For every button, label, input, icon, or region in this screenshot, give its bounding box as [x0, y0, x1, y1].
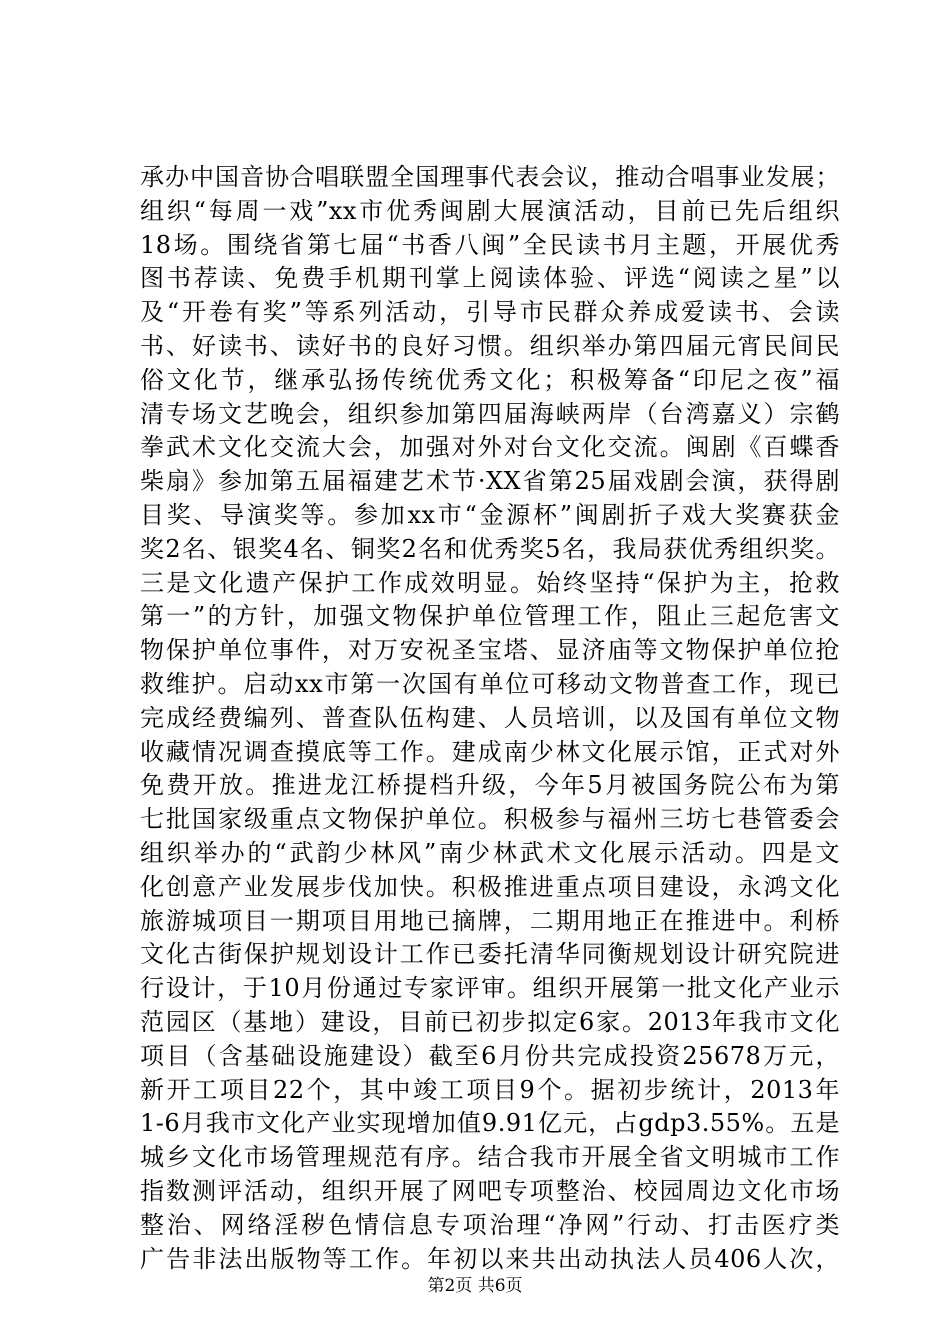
text-line: 组织“每周一戏”xx市优秀闽剧大展演活动，目前已先后组织 [140, 196, 840, 225]
text-line: 行设计，于10月份通过专家评审。组织开展第一批文化产业示 [140, 974, 840, 1003]
text-line: 书、好读书、读好书的良好习惯。组织举办第四届元宵民间民 [140, 331, 840, 360]
text-line: 及“开卷有奖”等系列活动，引导市民群众养成爱读书、会读 [140, 298, 840, 327]
text-line: 指数测评活动，组织开展了网吧专项整治、校园周边文化市场 [140, 1176, 840, 1205]
text-line: 俗文化节，继承弘扬传统优秀文化；积极筹备“印尼之夜”福 [140, 365, 840, 394]
text-line: 1-6月我市文化产业实现增加值9.91亿元，占gdp3.55%。五是 [140, 1109, 840, 1138]
text-line: 旅游城项目一期项目用地已摘牌，二期用地正在推进中。利桥 [140, 906, 840, 935]
text-line: 图书荐读、免费手机期刊掌上阅读体验、评选“阅读之星”以 [140, 264, 840, 293]
text-line: 三是文化遗产保护工作成效明显。始终坚持“保护为主，抢救 [140, 568, 840, 597]
text-line: 免费开放。推进龙江桥提档升级，今年5月被国务院公布为第 [140, 771, 840, 800]
text-line: 广告非法出版物等工作。年初以来共出动执法人员406人次， [140, 1244, 840, 1273]
body-text [140, 161, 840, 1276]
text-line: 城乡文化市场管理规范有序。结合我市开展全省文明城市工作 [140, 1143, 840, 1172]
text-line: 物保护单位事件，对万安祝圣宝塔、显济庙等文物保护单位抢 [140, 636, 840, 665]
text-line: 组织举办的“武韵少林风”南少林武术文化展示活动。四是文 [140, 838, 840, 867]
text-line: 奖2名、银奖4名、铜奖2名和优秀奖5名，我局获优秀组织奖。 [140, 534, 840, 563]
text-line: 新开工项目22个，其中竣工项目9个。据初步统计，2013年 [140, 1075, 840, 1104]
text-line: 拳武术文化交流大会，加强对外对台文化交流。闽剧《百蝶香 [140, 433, 840, 462]
text-line: 柴扇》参加第五届福建艺术节·XX省第25届戏剧会演，获得剧 [140, 467, 840, 496]
text-line: 化创意产业发展步伐加快。积极推进重点项目建设，永鸿文化 [140, 872, 840, 901]
text-line: 范园区（基地）建设，目前已初步拟定6家。2013年我市文化 [140, 1007, 840, 1036]
text-line: 救维护。启动xx市第一次国有单位可移动文物普查工作，现已 [140, 669, 840, 698]
text-line: 第一”的方针，加强文物保护单位管理工作，阻止三起危害文 [140, 602, 840, 631]
text-line: 文化古街保护规划设计工作已委托清华同衡规划设计研究院进 [140, 940, 840, 969]
page-footer: 第2页 共6页 [427, 1276, 523, 1296]
text-line: 18场。围绕省第七届“书香八闽”全民读书月主题，开展优秀 [140, 230, 840, 259]
text-line: 承办中国音协合唱联盟全国理事代表会议，推动合唱事业发展； [140, 163, 840, 191]
text-line: 清专场文艺晚会，组织参加第四届海峡两岸（台湾嘉义）宗鹤 [140, 399, 840, 428]
text-line: 目奖、导演奖等。参加xx市“金源杯”闽剧折子戏大奖赛获金 [140, 500, 840, 529]
text-line: 完成经费编列、普查队伍构建、人员培训，以及国有单位文物 [140, 703, 840, 732]
text-line: 收藏情况调查摸底等工作。建成南少林文化展示馆，正式对外 [140, 737, 840, 766]
text-line: 七批国家级重点文物保护单位。积极参与福州三坊七巷管委会 [140, 805, 840, 834]
text-line: 整治、网络淫秽色情信息专项治理“净网”行动、打击医疗类 [140, 1210, 840, 1239]
text-line: 项目（含基础设施建设）截至6月份共完成投资25678万元， [140, 1041, 840, 1070]
